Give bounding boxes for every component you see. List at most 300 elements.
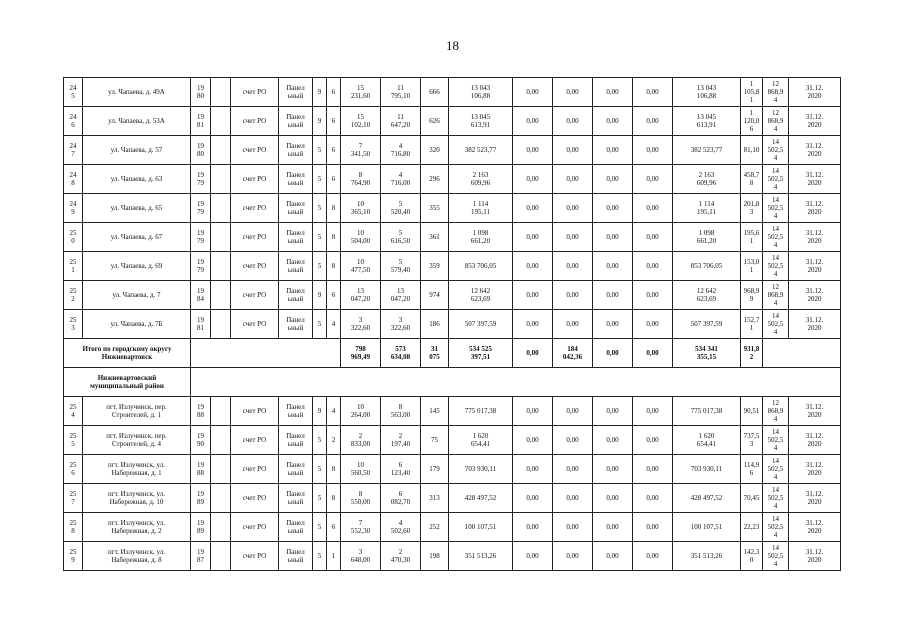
- cell-wall: Панел ьный: [279, 165, 313, 194]
- cell-empty: [211, 78, 231, 107]
- total-label: Итого по городскому округу Нижневартовск: [64, 339, 191, 368]
- cell-max: 14 502,5 4: [763, 513, 789, 542]
- cell-date: 31.12. 2020: [789, 136, 841, 165]
- total-unit: 931,8 2: [741, 339, 763, 368]
- cell-fund: счет РО: [231, 107, 279, 136]
- cell-people: 186: [421, 310, 449, 339]
- cell-c1: 0,00: [513, 252, 553, 281]
- cell-area2: 5 616,50: [381, 223, 421, 252]
- cell-num: 25 7: [64, 484, 83, 513]
- cell-fund: счет РО: [231, 281, 279, 310]
- cell-wall: Панел ьный: [279, 426, 313, 455]
- section-row: [64, 368, 841, 397]
- cell-c1: 0,00: [513, 310, 553, 339]
- cell-addr: пгт. Излучинск, пер. Строителей, д. 1: [83, 397, 191, 426]
- cell-total: 1 620 654,41: [673, 426, 741, 455]
- cell-ent: 8: [327, 252, 341, 281]
- cell-c1: 0,00: [513, 281, 553, 310]
- cell-year: 19 79: [191, 252, 211, 281]
- cell-num: 24 8: [64, 165, 83, 194]
- cell-people: 75: [421, 426, 449, 455]
- cell-num: 24 9: [64, 194, 83, 223]
- cell-floors: 9: [313, 397, 327, 426]
- cell-fund: счет РО: [231, 542, 279, 571]
- cell-ent: 8: [327, 484, 341, 513]
- cell-c1: 0,00: [513, 223, 553, 252]
- cell-total: 351 513,26: [673, 542, 741, 571]
- cell-unit: 968,9 9: [741, 281, 763, 310]
- cell-fund: счет РО: [231, 397, 279, 426]
- table-row: [64, 281, 841, 310]
- cell-wall: Панел ьный: [279, 194, 313, 223]
- cell-date: 31.12. 2020: [789, 78, 841, 107]
- cell-c3: 0,00: [593, 78, 633, 107]
- cell-date: 31.12. 2020: [789, 310, 841, 339]
- cell-c4: 0,00: [633, 513, 673, 542]
- total-area2: 573 634,08: [381, 339, 421, 368]
- cell-empty: [211, 165, 231, 194]
- cell-c2: 0,00: [553, 542, 593, 571]
- cell-cost: 775 017,38: [449, 397, 513, 426]
- cell-year: 19 81: [191, 107, 211, 136]
- cell-total: 12 642 623,69: [673, 281, 741, 310]
- cell-fund: счет РО: [231, 223, 279, 252]
- cell-ent: 8: [327, 223, 341, 252]
- cell-date: 31.12. 2020: [789, 165, 841, 194]
- cell-date: 31.12. 2020: [789, 107, 841, 136]
- cell-area2: 5 520,40: [381, 194, 421, 223]
- cell-people: 666: [421, 78, 449, 107]
- cell-c1: 0,00: [513, 513, 553, 542]
- cell-unit: 114,9 6: [741, 455, 763, 484]
- cell-area1: 13 047,20: [341, 281, 381, 310]
- cell-date: 31.12. 2020: [789, 513, 841, 542]
- cell-total: 13 045 613,91: [673, 107, 741, 136]
- cell-floors: 9: [313, 281, 327, 310]
- cell-total: 775 017,38: [673, 397, 741, 426]
- cell-addr: пгт. Излучинск, ул. Набережная, д. 10: [83, 484, 191, 513]
- cell-cost: 703 930,11: [449, 455, 513, 484]
- cell-wall: Панел ьный: [279, 78, 313, 107]
- page-number: 18: [446, 38, 459, 53]
- cell-c1: 0,00: [513, 484, 553, 513]
- cell-total: 13 043 106,88: [673, 78, 741, 107]
- cell-c4: 0,00: [633, 136, 673, 165]
- cell-unit: 1 105,8 1: [741, 78, 763, 107]
- cell-max: 14 502,5 4: [763, 542, 789, 571]
- cell-max: 14 502,5 4: [763, 310, 789, 339]
- cell-fund: счет РО: [231, 78, 279, 107]
- cell-empty: [211, 281, 231, 310]
- cell-cost: 1 620 654,41: [449, 426, 513, 455]
- cell-c2: 0,00: [553, 281, 593, 310]
- cell-area1: 10 477,50: [341, 252, 381, 281]
- cell-c2: 0,00: [553, 252, 593, 281]
- cell-wall: Панел ьный: [279, 455, 313, 484]
- total-blank: [191, 339, 341, 368]
- cell-c3: 0,00: [593, 455, 633, 484]
- cell-fund: счет РО: [231, 484, 279, 513]
- cell-c2: 0,00: [553, 136, 593, 165]
- cell-people: 361: [421, 223, 449, 252]
- cell-empty: [211, 252, 231, 281]
- cell-empty: [211, 136, 231, 165]
- cell-date: 31.12. 2020: [789, 455, 841, 484]
- cell-cost: 13 043 106,88: [449, 78, 513, 107]
- cell-date: 31.12. 2020: [789, 397, 841, 426]
- cell-fund: счет РО: [231, 426, 279, 455]
- cell-people: 359: [421, 252, 449, 281]
- cell-addr: ул. Чапаева, д. 67: [83, 223, 191, 252]
- cell-c3: 0,00: [593, 542, 633, 571]
- cell-c4: 0,00: [633, 194, 673, 223]
- cell-num: 25 4: [64, 397, 83, 426]
- cell-date: 31.12. 2020: [789, 484, 841, 513]
- cell-area1: 2 833,00: [341, 426, 381, 455]
- cell-wall: Панел ьный: [279, 136, 313, 165]
- cell-area1: 7 552,30: [341, 513, 381, 542]
- table-row: [64, 165, 841, 194]
- total-c2: 184 042,36: [553, 339, 593, 368]
- cell-total: 1 098 661,20: [673, 223, 741, 252]
- cell-num: 25 9: [64, 542, 83, 571]
- cell-area2: 2 470,30: [381, 542, 421, 571]
- cell-addr: ул. Чапаева, д. 63: [83, 165, 191, 194]
- cell-unit: 152,7 1: [741, 310, 763, 339]
- cell-people: 198: [421, 542, 449, 571]
- cell-people: 355: [421, 194, 449, 223]
- cell-cost: 853 706,05: [449, 252, 513, 281]
- cell-addr: ул. Чапаева, д. 65: [83, 194, 191, 223]
- cell-max: 14 502,5 4: [763, 223, 789, 252]
- cell-floors: 5: [313, 484, 327, 513]
- cell-area2: 5 579,40: [381, 252, 421, 281]
- cell-year: 19 90: [191, 426, 211, 455]
- section-label: Нижневартовский муниципальный район: [64, 368, 191, 397]
- cell-c1: 0,00: [513, 78, 553, 107]
- table-row: [64, 136, 841, 165]
- cell-ent: 1: [327, 542, 341, 571]
- cell-area1: 8 764,90: [341, 165, 381, 194]
- cell-c3: 0,00: [593, 136, 633, 165]
- cell-ent: 6: [327, 136, 341, 165]
- cell-cost: 100 107,51: [449, 513, 513, 542]
- cell-people: 626: [421, 107, 449, 136]
- cell-area2: 2 197,40: [381, 426, 421, 455]
- cell-cost: 382 523,77: [449, 136, 513, 165]
- cell-date: 31.12. 2020: [789, 281, 841, 310]
- cell-date: 31.12. 2020: [789, 252, 841, 281]
- cell-empty: [211, 455, 231, 484]
- table-row: [64, 223, 841, 252]
- cell-area1: 10 560,50: [341, 455, 381, 484]
- cell-c3: 0,00: [593, 107, 633, 136]
- cell-fund: счет РО: [231, 310, 279, 339]
- cell-area1: 3 648,00: [341, 542, 381, 571]
- cell-floors: 5: [313, 542, 327, 571]
- cell-year: 19 89: [191, 513, 211, 542]
- cell-people: 296: [421, 165, 449, 194]
- cell-year: 19 88: [191, 397, 211, 426]
- cell-people: 179: [421, 455, 449, 484]
- cell-empty: [211, 426, 231, 455]
- cell-date: 31.12. 2020: [789, 223, 841, 252]
- cell-people: 313: [421, 484, 449, 513]
- cell-area1: 8 550,00: [341, 484, 381, 513]
- cell-cost: 1 114 195,11: [449, 194, 513, 223]
- cell-date: 31.12. 2020: [789, 194, 841, 223]
- cell-area2: 6 082,70: [381, 484, 421, 513]
- cell-c2: 0,00: [553, 513, 593, 542]
- cell-fund: счет РО: [231, 165, 279, 194]
- cell-max: 14 502,5 4: [763, 165, 789, 194]
- cell-empty: [211, 397, 231, 426]
- cell-max: 12 868,9 4: [763, 281, 789, 310]
- cell-c1: 0,00: [513, 136, 553, 165]
- cell-cost: 351 513,26: [449, 542, 513, 571]
- cell-wall: Панел ьный: [279, 310, 313, 339]
- cell-floors: 5: [313, 165, 327, 194]
- cell-c4: 0,00: [633, 426, 673, 455]
- cell-total: 382 523,77: [673, 136, 741, 165]
- cell-num: 24 5: [64, 78, 83, 107]
- cell-unit: 195,6 1: [741, 223, 763, 252]
- cell-unit: 142,3 0: [741, 542, 763, 571]
- section-blank: [191, 368, 841, 397]
- cell-num: 25 1: [64, 252, 83, 281]
- cell-addr: ул. Чапаева, д. 69: [83, 252, 191, 281]
- cell-floors: 5: [313, 310, 327, 339]
- cell-date: 31.12. 2020: [789, 426, 841, 455]
- cell-c1: 0,00: [513, 194, 553, 223]
- cell-unit: 1 120,0 6: [741, 107, 763, 136]
- cell-empty: [211, 513, 231, 542]
- cell-total: 853 706,05: [673, 252, 741, 281]
- cell-area2: 6 123,40: [381, 455, 421, 484]
- cell-empty: [211, 542, 231, 571]
- cell-max: 14 502,5 4: [763, 194, 789, 223]
- cell-empty: [211, 223, 231, 252]
- cell-area2: 4 716,80: [381, 136, 421, 165]
- cell-area1: 15 102,10: [341, 107, 381, 136]
- cell-wall: Панел ьный: [279, 252, 313, 281]
- cell-c1: 0,00: [513, 165, 553, 194]
- cell-unit: 90,51: [741, 397, 763, 426]
- cell-ent: 6: [327, 107, 341, 136]
- cell-year: 19 87: [191, 542, 211, 571]
- cell-c2: 0,00: [553, 455, 593, 484]
- cell-c3: 0,00: [593, 426, 633, 455]
- cell-c2: 0,00: [553, 397, 593, 426]
- cell-area1: 15 231,60: [341, 78, 381, 107]
- cell-c2: 0,00: [553, 107, 593, 136]
- cell-area2: 8 563,00: [381, 397, 421, 426]
- cell-c2: 0,00: [553, 165, 593, 194]
- cell-year: 19 80: [191, 136, 211, 165]
- cell-ent: 2: [327, 426, 341, 455]
- cell-ent: 6: [327, 281, 341, 310]
- cell-people: 974: [421, 281, 449, 310]
- cell-wall: Панел ьный: [279, 542, 313, 571]
- cell-year: 19 79: [191, 194, 211, 223]
- cell-year: 19 81: [191, 310, 211, 339]
- cell-num: 25 0: [64, 223, 83, 252]
- cell-addr: ул. Чапаева, д. 53А: [83, 107, 191, 136]
- cell-fund: счет РО: [231, 455, 279, 484]
- cell-floors: 5: [313, 426, 327, 455]
- table-row: [64, 310, 841, 339]
- total-area1: 798 969,49: [341, 339, 381, 368]
- cell-c2: 0,00: [553, 194, 593, 223]
- cell-cost: 13 045 613,91: [449, 107, 513, 136]
- cell-total: 507 397,59: [673, 310, 741, 339]
- cell-people: 252: [421, 513, 449, 542]
- table-row: [64, 455, 841, 484]
- cell-c4: 0,00: [633, 78, 673, 107]
- cell-ent: 4: [327, 397, 341, 426]
- cell-addr: ул. Чапаева, д. 49А: [83, 78, 191, 107]
- table-body-district: [64, 397, 841, 571]
- cell-c1: 0,00: [513, 107, 553, 136]
- table-row: [64, 78, 841, 107]
- cell-max: 14 502,5 4: [763, 426, 789, 455]
- cell-max: 14 502,5 4: [763, 136, 789, 165]
- cell-year: 19 84: [191, 281, 211, 310]
- table-row: [64, 252, 841, 281]
- cell-ent: 8: [327, 194, 341, 223]
- cell-area2: 4 716,00: [381, 165, 421, 194]
- cell-addr: пгт. Излучинск, пер. Строителей, д. 4: [83, 426, 191, 455]
- cell-year: 19 80: [191, 78, 211, 107]
- cell-c3: 0,00: [593, 484, 633, 513]
- cell-addr: ул. Чапаева, д. 57: [83, 136, 191, 165]
- cell-area2: 11 795,10: [381, 78, 421, 107]
- cell-area2: 4 502,60: [381, 513, 421, 542]
- cell-c4: 0,00: [633, 397, 673, 426]
- cell-area2: 11 647,20: [381, 107, 421, 136]
- cell-c3: 0,00: [593, 513, 633, 542]
- cell-wall: Панел ьный: [279, 281, 313, 310]
- cell-c2: 0,00: [553, 484, 593, 513]
- cell-fund: счет РО: [231, 194, 279, 223]
- cell-unit: 153,0 1: [741, 252, 763, 281]
- cell-c1: 0,00: [513, 426, 553, 455]
- cell-area1: 7 341,50: [341, 136, 381, 165]
- total-c4: 0,00: [633, 339, 673, 368]
- cell-num: 25 5: [64, 426, 83, 455]
- cell-c2: 0,00: [553, 78, 593, 107]
- cell-fund: счет РО: [231, 252, 279, 281]
- cell-floors: 5: [313, 223, 327, 252]
- cell-ent: 4: [327, 310, 341, 339]
- cell-wall: Панел ьный: [279, 107, 313, 136]
- cell-c3: 0,00: [593, 397, 633, 426]
- cell-ent: 6: [327, 78, 341, 107]
- cell-year: 19 88: [191, 455, 211, 484]
- cell-c4: 0,00: [633, 310, 673, 339]
- cell-floors: 5: [313, 252, 327, 281]
- cell-num: 24 7: [64, 136, 83, 165]
- cell-num: 25 3: [64, 310, 83, 339]
- cell-c2: 0,00: [553, 223, 593, 252]
- cell-num: 25 2: [64, 281, 83, 310]
- cell-unit: 81,10: [741, 136, 763, 165]
- cell-fund: счет РО: [231, 136, 279, 165]
- cell-floors: 9: [313, 107, 327, 136]
- total-c1: 0,00: [513, 339, 553, 368]
- cell-empty: [211, 310, 231, 339]
- cell-ent: 6: [327, 165, 341, 194]
- cell-unit: 201,8 3: [741, 194, 763, 223]
- cell-total: 1 114 195,11: [673, 194, 741, 223]
- cell-wall: Панел ьный: [279, 397, 313, 426]
- cell-c3: 0,00: [593, 165, 633, 194]
- total-total: 534 341 355,15: [673, 339, 741, 368]
- cell-c3: 0,00: [593, 281, 633, 310]
- table-row: [64, 542, 841, 571]
- cell-addr: ул. Чапаева, д. 7Б: [83, 310, 191, 339]
- cell-c3: 0,00: [593, 194, 633, 223]
- cell-empty: [211, 107, 231, 136]
- cell-unit: 458,7 8: [741, 165, 763, 194]
- table-row: [64, 397, 841, 426]
- total-row: [64, 339, 841, 368]
- cell-num: 24 6: [64, 107, 83, 136]
- cell-ent: 8: [327, 455, 341, 484]
- cell-cost: 1 098 661,20: [449, 223, 513, 252]
- cell-empty: [211, 484, 231, 513]
- cell-c4: 0,00: [633, 542, 673, 571]
- cell-addr: пгт. Излучинск, ул. Набережная, д. 8: [83, 542, 191, 571]
- cell-c2: 0,00: [553, 310, 593, 339]
- cell-c3: 0,00: [593, 223, 633, 252]
- table-row: [64, 194, 841, 223]
- cell-max: 12 868,9 4: [763, 78, 789, 107]
- cell-total: 428 497,52: [673, 484, 741, 513]
- cell-max: 12 868,9 4: [763, 397, 789, 426]
- table-row: [64, 426, 841, 455]
- cell-area1: 10 504,00: [341, 223, 381, 252]
- cell-total: 2 163 609,96: [673, 165, 741, 194]
- cell-floors: 5: [313, 194, 327, 223]
- cell-fund: счет РО: [231, 513, 279, 542]
- cell-wall: Панел ьный: [279, 223, 313, 252]
- cell-year: 19 89: [191, 484, 211, 513]
- cell-addr: пгт. Излучинск, ул. Набережная, д. 2: [83, 513, 191, 542]
- cell-area1: 3 322,60: [341, 310, 381, 339]
- table-row: [64, 513, 841, 542]
- cell-cost: 2 163 609,96: [449, 165, 513, 194]
- total-c3: 0,00: [593, 339, 633, 368]
- cell-area1: 10 365,10: [341, 194, 381, 223]
- cell-cost: 12 642 623,69: [449, 281, 513, 310]
- total-people: 31 075: [421, 339, 449, 368]
- cell-addr: пгт. Излучинск, ул. Набережная, д. 1: [83, 455, 191, 484]
- cell-c1: 0,00: [513, 455, 553, 484]
- cell-c4: 0,00: [633, 484, 673, 513]
- cell-unit: 737,5 3: [741, 426, 763, 455]
- cell-c1: 0,00: [513, 542, 553, 571]
- cell-c2: 0,00: [553, 426, 593, 455]
- cell-max: 14 502,5 4: [763, 484, 789, 513]
- cell-people: 320: [421, 136, 449, 165]
- cell-year: 19 79: [191, 165, 211, 194]
- cell-max: 12 868,9 4: [763, 107, 789, 136]
- table-body-city: [64, 78, 841, 397]
- cell-c3: 0,00: [593, 252, 633, 281]
- cell-max: 14 502,5 4: [763, 455, 789, 484]
- cell-max: 14 502,5 4: [763, 252, 789, 281]
